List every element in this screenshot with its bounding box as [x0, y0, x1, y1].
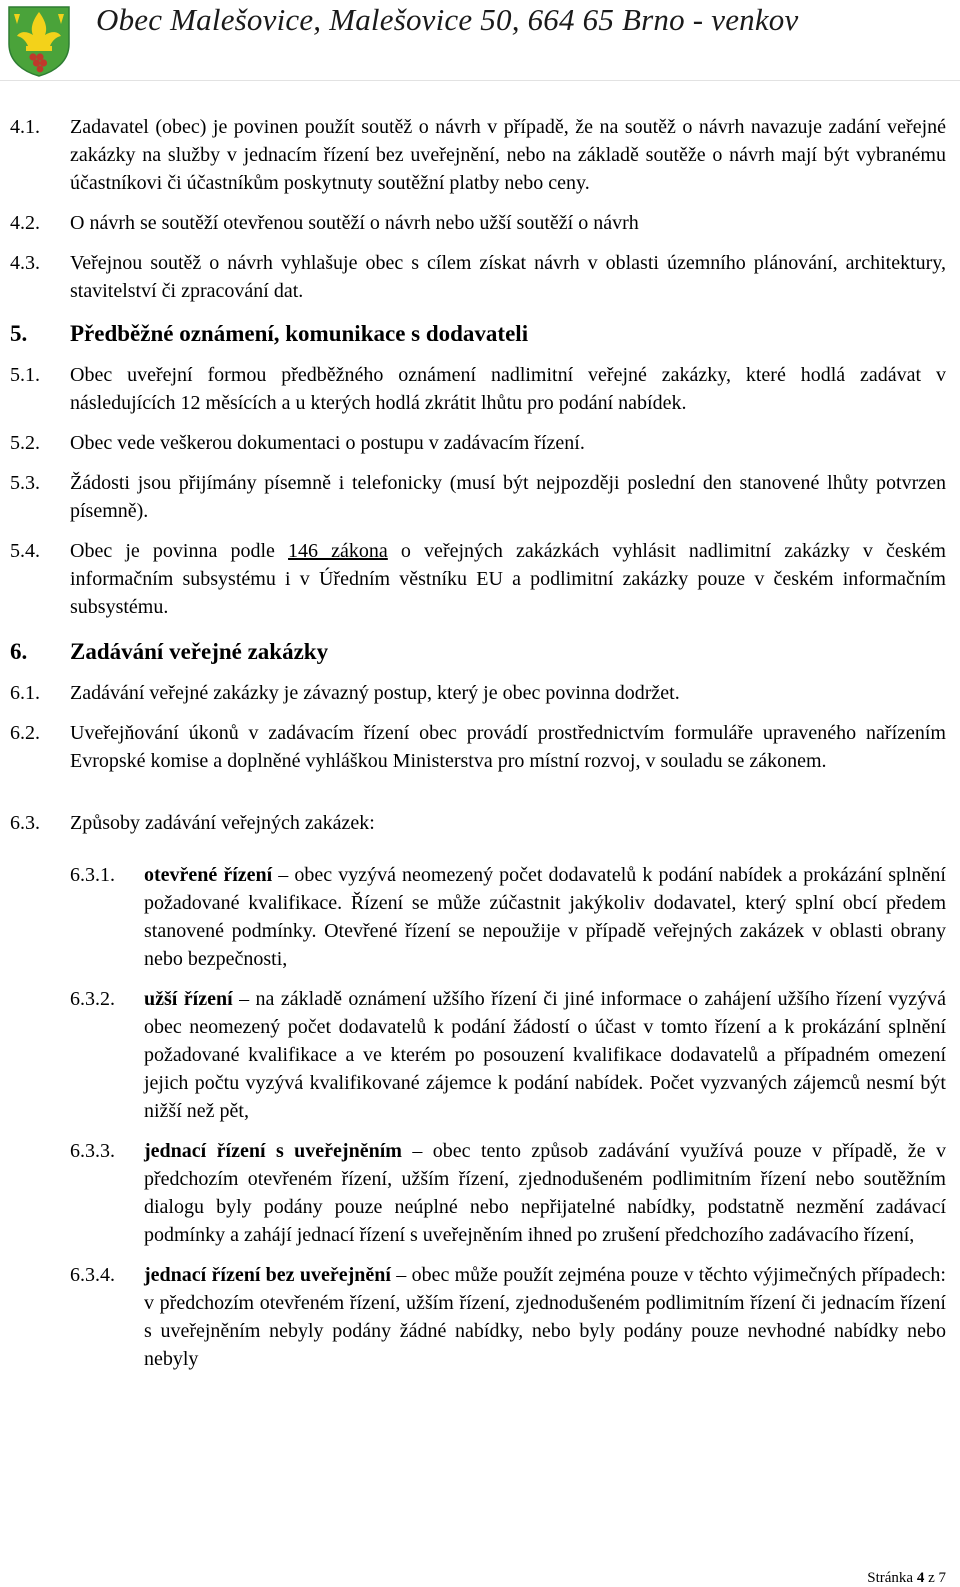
clause-6-2: [10, 719, 946, 775]
clause-text: Způsoby zadávání veřejných zakázek:: [70, 812, 375, 834]
subclause-number: 6.3.1.: [70, 864, 115, 886]
procedure-term: jednací řízení s uveřejněním: [144, 1140, 402, 1162]
procedure-description: – obec vyzývá neomezený počet dodavatelů k podání nabídek a prokázání splnění požadované kvalifikace. Řízení se může zúčastnit jakýkoliv dodavatel, který splní obcí předem stanovené podmínky. Otevřené řízení se nepoužije v případě veřejných zakázek v oblasti obrany nebo bezpečnosti,: [144, 864, 946, 970]
section-title: Zadávání veřejné zakázky: [70, 639, 329, 664]
clause-text: Žádosti jsou přijímány písemně i telefonicky (musí být nejpozději poslední den stanovené lhůty potvrzen písemně).: [70, 472, 946, 522]
municipal-coat-of-arms-icon: [6, 4, 72, 78]
page-separator: z: [928, 1570, 935, 1586]
subclause-text: [144, 985, 946, 1125]
subclause-number: 6.3.4.: [70, 1264, 115, 1286]
page-number: 4: [916, 1570, 925, 1586]
section-number: 6.: [10, 639, 28, 664]
section-heading-5: [10, 319, 946, 349]
clause-text: Veřejnou soutěž o návrh vyhlašuje obec s cílem získat návrh v oblasti územního plánování, architektury, stavitelství či zpracování dat.: [70, 252, 946, 302]
clause-text-start: Obec je povinna podle: [70, 540, 289, 562]
clause-6-1: [10, 679, 946, 707]
subclause-text: [144, 1261, 946, 1373]
clause-4-1: [10, 113, 946, 197]
clause-4-3: [10, 249, 946, 305]
clause-number: 5.3.: [10, 472, 40, 494]
clause-number: 5.1.: [10, 364, 40, 386]
law-reference-link[interactable]: 146 zákona: [288, 540, 388, 562]
procedure-term: užší řízení: [144, 988, 233, 1010]
page-total: 7: [938, 1570, 946, 1586]
header-divider: [0, 80, 960, 81]
clause-5-4: [10, 537, 946, 621]
section-heading-6: [10, 637, 946, 667]
subclause-number: 6.3.3.: [70, 1140, 115, 1162]
subclause-text: [144, 861, 946, 973]
clause-number: 4.3.: [10, 252, 40, 274]
clause-text: O návrh se soutěží otevřenou soutěží o návrh nebo užší soutěží o návrh: [70, 212, 639, 234]
subclause-text: [144, 1137, 946, 1249]
clause-4-2: [10, 209, 946, 237]
header-title: Obec Malešovice, Malešovice 50, 664 65 Brno - venkov: [96, 2, 799, 37]
clause-number: 4.1.: [10, 116, 40, 138]
clause-text: [70, 537, 946, 621]
page-footer: [867, 1570, 946, 1587]
page-label: Stránka: [867, 1570, 914, 1586]
procedure-term: jednací řízení bez uveřejnění: [144, 1264, 391, 1286]
subclause-6-3-4: [10, 1261, 946, 1373]
clause-text: Zadávání veřejné zakázky je závazný postup, který je obec povinna dodržet.: [70, 682, 680, 704]
subclause-number: 6.3.2.: [70, 988, 115, 1010]
clause-number: 5.2.: [10, 432, 40, 454]
clause-number: 6.1.: [10, 682, 40, 704]
clause-5-2: [10, 429, 946, 457]
clause-text-end: o veřejných zakázkách vyhlásit nadlimitní zakázky v českém informačním subsystému i v Úředním věstníku EU a podlimitní zakázky pouze v českém informačním subsystému.: [70, 540, 946, 618]
clause-text: Zadavatel (obec) je povinen použít soutěž o návrh v případě, že na soutěž o návrh navazuje zadání veřejné zakázky na služby v jednacím řízení bez uveřejnění, nebo na základě soutěže o návrh mají být vybranému účastníkovi či účastníkům poskytnuty soutěžní platby nebo ceny.: [70, 116, 946, 194]
subclause-6-3-3: [10, 1137, 946, 1249]
section-title: Předběžné oznámení, komunikace s dodavateli: [70, 321, 529, 346]
clause-number: 5.4.: [10, 540, 40, 562]
procedure-description: – obec tento způsob zadávání využívá pouze v případě, že v předchozím otevřeném řízení, užším řízení, zjednodušeném podlimitním řízení nebo soutěžním dialogu byly podány pouze neúplné nebo nepřijatelné nabídky, podstatně nezmění zadávací podmínky a zahájí jednací řízení s uveřejněním ihned po zrušení předchozího zadávacího řízení,: [144, 1140, 946, 1246]
clause-text: Uveřejňování úkonů v zadávacím řízení obec provádí prostřednictvím formuláře upraveného nařízením Evropské komise a doplněné vyhláškou Ministerstva pro místní rozvoj, v souladu se zákonem.: [70, 722, 946, 772]
page-header: [0, 0, 960, 90]
procedure-term: otevřené řízení: [144, 864, 273, 886]
clause-number: 6.3.: [10, 812, 40, 834]
subclause-6-3-1: [10, 861, 946, 973]
document-body: [10, 113, 946, 1373]
subclause-6-3-2: [10, 985, 946, 1125]
clause-text: Obec uveřejní formou předběžného oznámení nadlimitní veřejné zakázky, které hodlá zadávat v následujících 12 měsících a u kterých hodlá zkrátit lhůtu pro podání nabídek.: [70, 364, 946, 414]
section-number: 5.: [10, 321, 28, 346]
clause-number: 6.2.: [10, 722, 40, 744]
procedure-description: – na základě oznámení užšího řízení či jiné informace o zahájení užšího řízení vyzývá obec neomezený počet dodavatelů k podání žádostí o účast v tomto řízení a k prokázání splnění požadované kvalifikace a ve kterém po posouzení kvalifikace dodavatelů a případném omezení jejich počtu vyzývá kvalifikované zájemce k podání nabídek. Počet vyzvaných zájemců nesmí být nižší než pět,: [144, 988, 946, 1122]
clause-text: Obec vede veškerou dokumentaci o postupu v zadávacím řízení.: [70, 432, 585, 454]
clause-number: 4.2.: [10, 212, 40, 234]
clause-5-1: [10, 361, 946, 417]
clause-5-3: [10, 469, 946, 525]
clause-6-3: [10, 809, 946, 837]
procedure-description: – obec může použít zejména pouze v těchto výjimečných případech: v předchozím otevřeném řízení, užším řízení, zjednodušeném podlimitním řízení či jednacím řízení s uveřejněním nebyly podány žádné nabídky, nebo byly podány pouze nevhodné nabídky nebo nebyly: [144, 1264, 946, 1370]
